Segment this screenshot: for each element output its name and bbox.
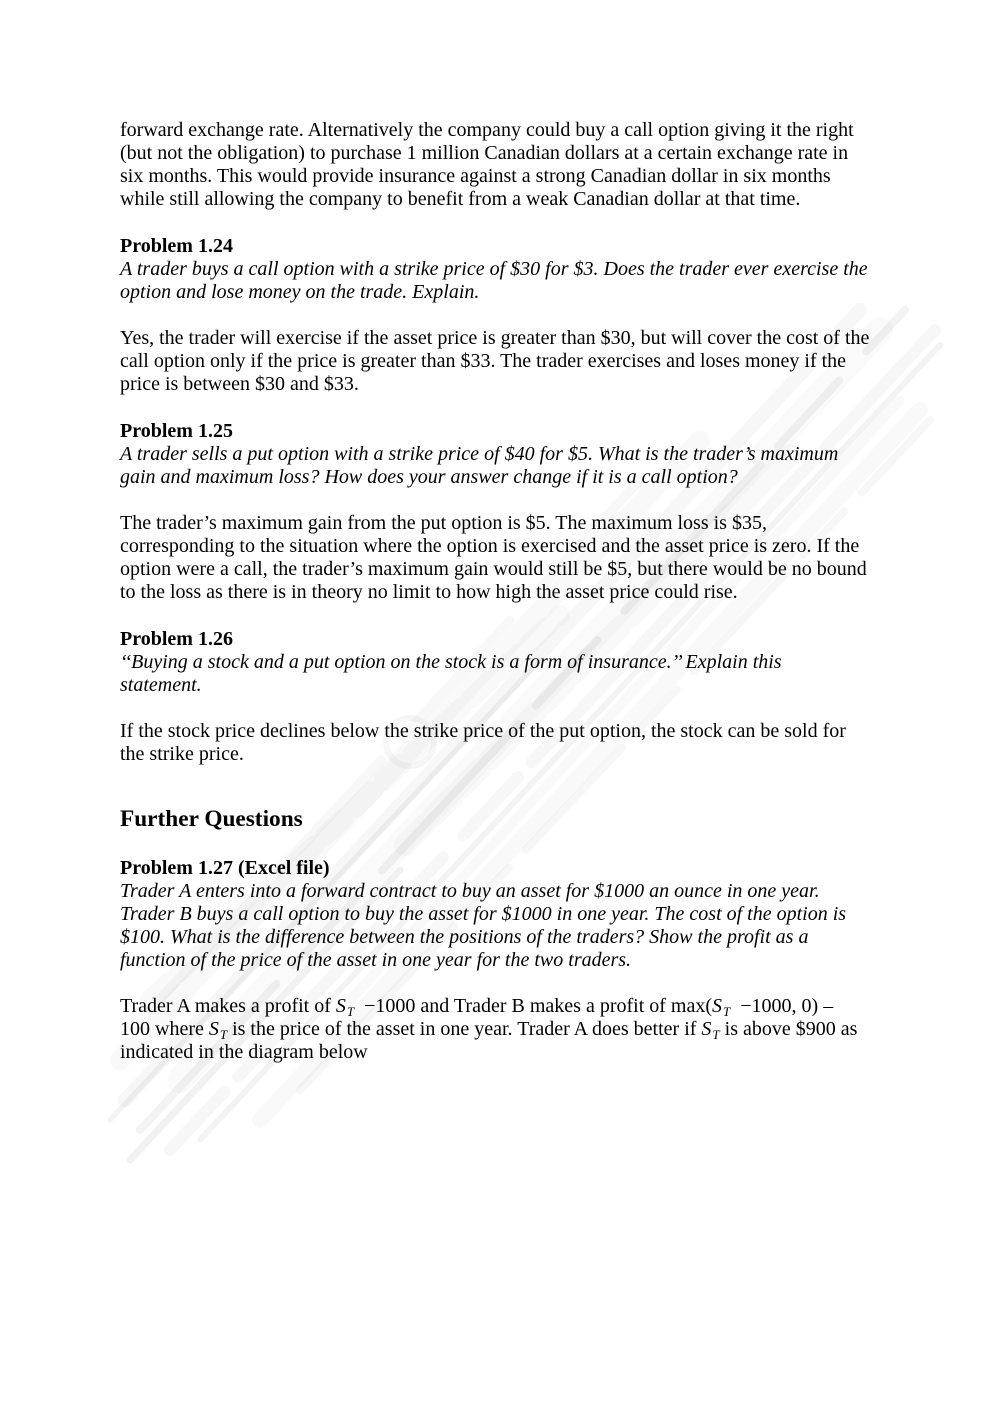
problem-title: Problem 1.27 (Excel file) [120,856,330,879]
text-line: six months. This would provide insurance against a strong Canadian dollar in six months [120,165,831,187]
answer-line: call option only if the price is greater than $33. The trader exercises and loses money if the [120,350,847,372]
question-line: option and lose money on the trade. Explain. [120,280,480,303]
answer-line: the strike price. [120,743,244,765]
answer-text: −1000, 0) – [735,995,834,1017]
answer-line: indicated in the diagram below [120,1041,368,1063]
question-line: Trader A enters into a forward contract to buy an asset for $1000 an ounce in one year. [120,879,820,902]
question-line: statement. [120,673,202,696]
answer-text: Trader A makes a profit of [120,995,336,1017]
problem-1-27 [120,857,900,972]
text-line: while still allowing the company to benefit from a weak Canadian dollar at that time. [120,188,801,210]
answer-text: 100 where [120,1018,209,1040]
answer-line [120,1018,900,1041]
text-line: forward exchange rate. Alternatively the company could buy a call option giving it the right [120,119,854,141]
intro-paragraph [120,119,900,211]
question-line: A trader buys a call option with a strike price of $30 for $3. Does the trader ever exercise the [120,257,868,280]
answer-line: option were a call, the trader’s maximum gain would still be $5, but there would be no bound [120,558,867,580]
question-line: ‘‘Buying a stock and a put option on the stock is a form of insurance.’’ Explain this [120,650,782,673]
answer-line: to the loss as there is in theory no limit to how high the asset price could rise. [120,581,738,603]
question-line: $100. What is the difference between the positions of the traders? Show the profit as a [120,925,809,948]
math-variable: S [335,995,346,1017]
answer-line: corresponding to the situation where the option is exercised and the asset price is zero. If the [120,535,860,557]
text-line: (but not the obligation) to purchase 1 million Canadian dollars at a certain exchange rate in [120,142,849,164]
answer-line: The trader’s maximum gain from the put option is $5. The maximum loss is $35, [120,512,767,534]
answer-line: price is between $30 and $33. [120,373,359,395]
question-line: Trader B buys a call option to buy the asset for $1000 in one year. The cost of the option is [120,902,847,925]
problem-title: Problem 1.25 [120,419,233,442]
answer-1-26 [120,720,900,766]
answer-line: If the stock price declines below the strike price of the put option, the stock can be sold for [120,720,846,742]
answer-1-27 [120,995,900,1064]
math-variable: S [712,995,723,1017]
problem-1-25 [120,420,900,489]
math-subscript: T [346,1004,355,1019]
math-variable: S [208,1018,219,1040]
answer-text: is above $900 as [719,1018,858,1040]
answer-text: −1000 and Trader B makes a profit of max( [359,995,713,1017]
answer-text: is the price of the asset in one year. Trader A does better if [227,1018,702,1040]
answer-line: Yes, the trader will exercise if the asset price is greater than $30, but will cover the cost of the [120,327,870,349]
math-subscript: T [219,1027,228,1042]
page-content [120,119,900,1088]
question-line: gain and maximum loss? How does your answer change if it is a call option? [120,465,738,488]
problem-1-26 [120,628,900,697]
question-line: A trader sells a put option with a strike price of $40 for $5. What is the trader’s maximum [120,442,839,465]
problem-title: Problem 1.24 [120,234,233,257]
answer-line [120,995,900,1018]
problem-1-24 [120,235,900,304]
math-subscript: T [712,1027,720,1042]
problem-title: Problem 1.26 [120,627,233,650]
answer-1-25 [120,512,900,604]
section-heading: Further Questions [120,806,303,832]
answer-1-24 [120,327,900,396]
math-variable: S [701,1018,712,1040]
math-subscript: T [723,1004,731,1019]
question-line: function of the price of the asset in one year for the two traders. [120,948,632,971]
